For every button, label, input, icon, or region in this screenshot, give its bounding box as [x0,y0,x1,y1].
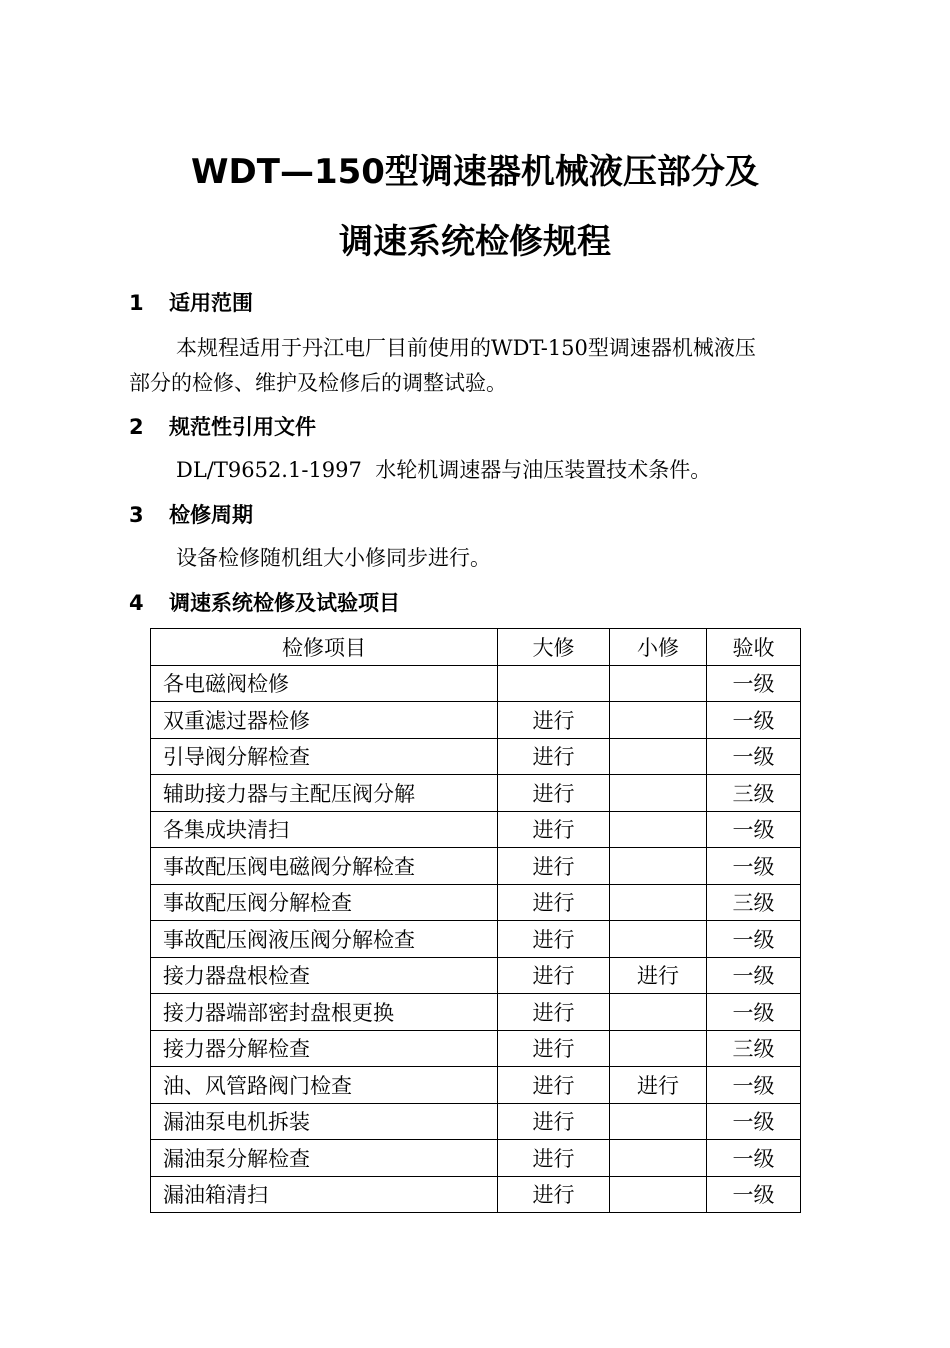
section-3-heading [129,502,253,528]
section-title: 调速系统检修及试验项目 [169,591,400,615]
major-overhaul-cell: 进行 [498,775,610,812]
major-overhaul-cell: 进行 [498,957,610,994]
table-row [151,738,801,775]
document-title-line1: WDT—150型调速器机械液压部分及 [191,152,759,192]
item-name-cell: 各集成块清扫 [151,811,498,848]
minor-overhaul-cell: 进行 [610,1067,707,1104]
minor-overhaul-cell [610,848,707,885]
table-row [151,884,801,921]
scope-paragraph-line1: 本规程适用于丹江电厂目前使用的WDT-150型调速器机械液压 [176,336,756,360]
document-title-line2: 调速系统检修规程 [339,222,611,262]
column-header-acceptance: 验收 [707,629,801,666]
section-title: 适用范围 [169,291,253,315]
acceptance-level-cell: 一级 [707,1140,801,1177]
minor-overhaul-cell [610,994,707,1031]
acceptance-level-cell: 一级 [707,1103,801,1140]
minor-overhaul-cell [610,775,707,812]
major-overhaul-cell: 进行 [498,1103,610,1140]
table-row [151,1176,801,1213]
table-row [151,665,801,702]
section-1-heading [129,290,253,316]
acceptance-level-cell: 一级 [707,848,801,885]
item-name-cell: 各电磁阀检修 [151,665,498,702]
major-overhaul-cell: 进行 [498,738,610,775]
section-title: 检修周期 [169,503,253,527]
item-name-cell: 事故配压阀分解检查 [151,884,498,921]
column-header-item: 检修项目 [151,629,498,666]
item-name-cell: 事故配压阀电磁阀分解检查 [151,848,498,885]
cycle-paragraph: 设备检修随机组大小修同步进行。 [176,546,491,570]
minor-overhaul-cell [610,738,707,775]
table-row [151,702,801,739]
minor-overhaul-cell [610,1176,707,1213]
acceptance-level-cell: 一级 [707,702,801,739]
scope-paragraph-line2: 部分的检修、维护及检修后的调整试验。 [129,371,507,395]
section-4-heading [129,590,400,616]
table-header-row [151,629,801,666]
table-row [151,1067,801,1104]
column-header-major-overhaul: 大修 [498,629,610,666]
minor-overhaul-cell [610,665,707,702]
acceptance-level-cell: 一级 [707,738,801,775]
item-name-cell: 漏油泵分解检查 [151,1140,498,1177]
section-title: 规范性引用文件 [169,415,316,439]
item-name-cell: 漏油箱清扫 [151,1176,498,1213]
item-name-cell: 漏油泵电机拆装 [151,1103,498,1140]
table-row [151,848,801,885]
minor-overhaul-cell [610,1140,707,1177]
minor-overhaul-cell [610,921,707,958]
major-overhaul-cell: 进行 [498,848,610,885]
minor-overhaul-cell [610,1103,707,1140]
acceptance-level-cell: 一级 [707,1067,801,1104]
item-name-cell: 接力器分解检查 [151,1030,498,1067]
maintenance-items-table [150,628,801,1213]
major-overhaul-cell: 进行 [498,1140,610,1177]
item-name-cell: 双重滤过器检修 [151,702,498,739]
section-number: 1 [129,291,144,315]
table-row [151,811,801,848]
acceptance-level-cell: 一级 [707,994,801,1031]
acceptance-level-cell: 三级 [707,884,801,921]
item-name-cell: 接力器端部密封盘根更换 [151,994,498,1031]
acceptance-level-cell: 一级 [707,957,801,994]
table-row [151,1103,801,1140]
table-row [151,775,801,812]
acceptance-level-cell: 一级 [707,921,801,958]
minor-overhaul-cell [610,884,707,921]
section-number: 2 [129,415,144,439]
reference-document-text: DL/T9652.1-1997 水轮机调速器与油压装置技术条件。 [176,458,712,482]
acceptance-level-cell: 三级 [707,1030,801,1067]
column-header-minor-overhaul: 小修 [610,629,707,666]
section-2-heading [129,414,316,440]
minor-overhaul-cell [610,1030,707,1067]
major-overhaul-cell: 进行 [498,884,610,921]
table-row [151,1030,801,1067]
acceptance-level-cell: 三级 [707,775,801,812]
item-name-cell: 油、风管路阀门检查 [151,1067,498,1104]
major-overhaul-cell: 进行 [498,994,610,1031]
table-row [151,957,801,994]
minor-overhaul-cell [610,702,707,739]
table-body [151,665,801,1213]
acceptance-level-cell: 一级 [707,1176,801,1213]
table-row [151,1140,801,1177]
major-overhaul-cell: 进行 [498,921,610,958]
major-overhaul-cell: 进行 [498,811,610,848]
acceptance-level-cell: 一级 [707,811,801,848]
major-overhaul-cell: 进行 [498,1067,610,1104]
table-row [151,921,801,958]
item-name-cell: 事故配压阀液压阀分解检查 [151,921,498,958]
major-overhaul-cell: 进行 [498,1030,610,1067]
item-name-cell: 接力器盘根检查 [151,957,498,994]
acceptance-level-cell: 一级 [707,665,801,702]
item-name-cell: 辅助接力器与主配压阀分解 [151,775,498,812]
section-number: 4 [129,591,144,615]
item-name-cell: 引导阀分解检查 [151,738,498,775]
minor-overhaul-cell [610,811,707,848]
major-overhaul-cell [498,665,610,702]
minor-overhaul-cell: 进行 [610,957,707,994]
table-row [151,994,801,1031]
section-number: 3 [129,503,144,527]
major-overhaul-cell: 进行 [498,1176,610,1213]
major-overhaul-cell: 进行 [498,702,610,739]
